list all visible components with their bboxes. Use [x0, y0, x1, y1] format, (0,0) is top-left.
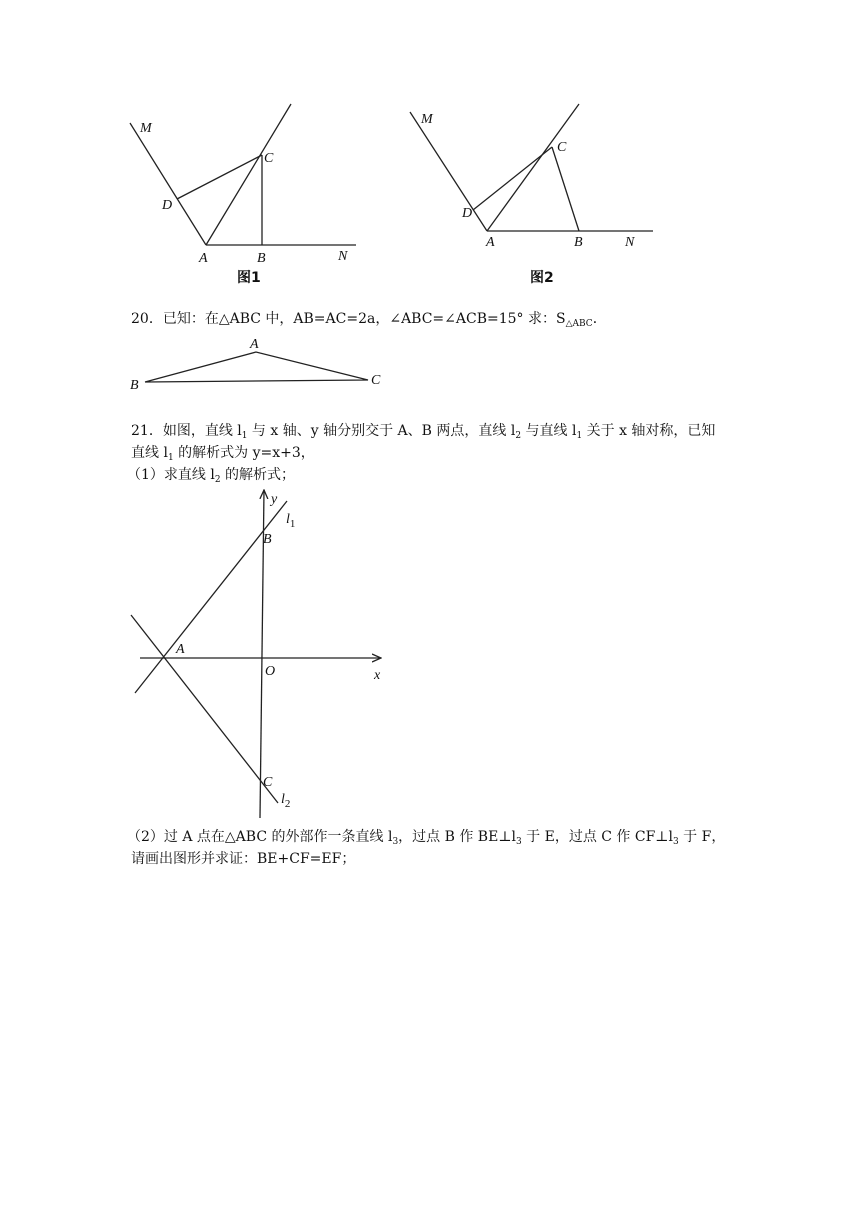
question-20	[131, 308, 607, 335]
label-x: x	[374, 668, 381, 683]
sub: 1	[241, 431, 248, 441]
label-c: C	[264, 151, 274, 166]
sub: 2	[515, 431, 522, 441]
text: 直线 l	[131, 445, 168, 461]
label-a: A	[176, 642, 185, 657]
text: 于 E，过点 C 作 CF⊥l	[521, 829, 673, 845]
text: ，过点 B 作 BE⊥l	[398, 829, 516, 845]
label-d: D	[462, 206, 473, 221]
label-y: y	[271, 492, 278, 507]
sub: 1	[167, 453, 174, 463]
label-c: C	[263, 775, 273, 790]
line-l2	[131, 615, 278, 803]
question-20-end: ．	[592, 311, 607, 327]
text: 21．如图，直线 l	[131, 423, 242, 439]
ray-ac	[206, 104, 291, 245]
label-a: A	[486, 235, 495, 250]
label-a: A	[199, 251, 208, 266]
question-21-part-2-line-2	[131, 848, 355, 870]
label-a: A	[250, 337, 259, 352]
figure-caption: 图2	[530, 270, 554, 286]
ray-am	[410, 112, 487, 231]
label-c: C	[371, 373, 381, 388]
figure-1	[120, 100, 370, 290]
sub: 1	[289, 518, 296, 530]
sub: 2	[284, 798, 291, 810]
question-20-text: 20．已知：在△ABC 中，AB=AC=2a，∠ABC=∠ACB=15° 求：S	[131, 311, 566, 327]
sub: 1	[576, 431, 583, 441]
sub: 3	[392, 837, 399, 847]
text: 请画出图形并求证：BE+CF=EF；	[131, 851, 356, 867]
label-b: B	[263, 532, 272, 547]
sub: 2	[214, 475, 221, 485]
label-c: C	[557, 140, 567, 155]
text: 的解析式；	[220, 467, 296, 483]
sub: 3	[515, 837, 522, 847]
l: l	[286, 512, 290, 527]
label-l1	[286, 512, 295, 530]
sub: 3	[672, 837, 679, 847]
label-n: N	[338, 249, 348, 264]
ray-am	[130, 123, 206, 245]
label-b: B	[574, 235, 583, 250]
triangle-figure	[125, 335, 395, 395]
text: 关于 x 轴对称，已知	[582, 423, 716, 439]
l: l	[281, 792, 285, 807]
segment-cb	[552, 147, 579, 231]
coordinate-graph	[125, 485, 395, 825]
triangle-abc	[145, 352, 368, 382]
text: 于 F，	[678, 829, 726, 845]
segment-dc	[473, 147, 552, 210]
label-n: N	[625, 235, 635, 250]
label-m: M	[140, 121, 152, 136]
figure-2	[400, 100, 660, 290]
label-l2	[281, 792, 290, 810]
text: （2）过 A 点在△ABC 的外部作一条直线 l	[127, 829, 393, 845]
text: （1）求直线 l	[127, 467, 215, 483]
text: 与直线 l	[521, 423, 577, 439]
label-d: D	[162, 198, 173, 213]
label-m: M	[421, 112, 433, 127]
label-b: B	[257, 251, 266, 266]
label-b: B	[130, 378, 139, 393]
segment-dc	[177, 155, 262, 199]
text: 的解析式为 y=x+3，	[173, 445, 315, 461]
question-20-sub: △ABC	[565, 319, 593, 329]
ray-ac	[487, 104, 579, 231]
label-o: O	[265, 664, 276, 679]
figure-caption: 图1	[237, 270, 261, 286]
text: 与 x 轴、y 轴分别交于 A、B 两点，直线 l	[247, 423, 516, 439]
